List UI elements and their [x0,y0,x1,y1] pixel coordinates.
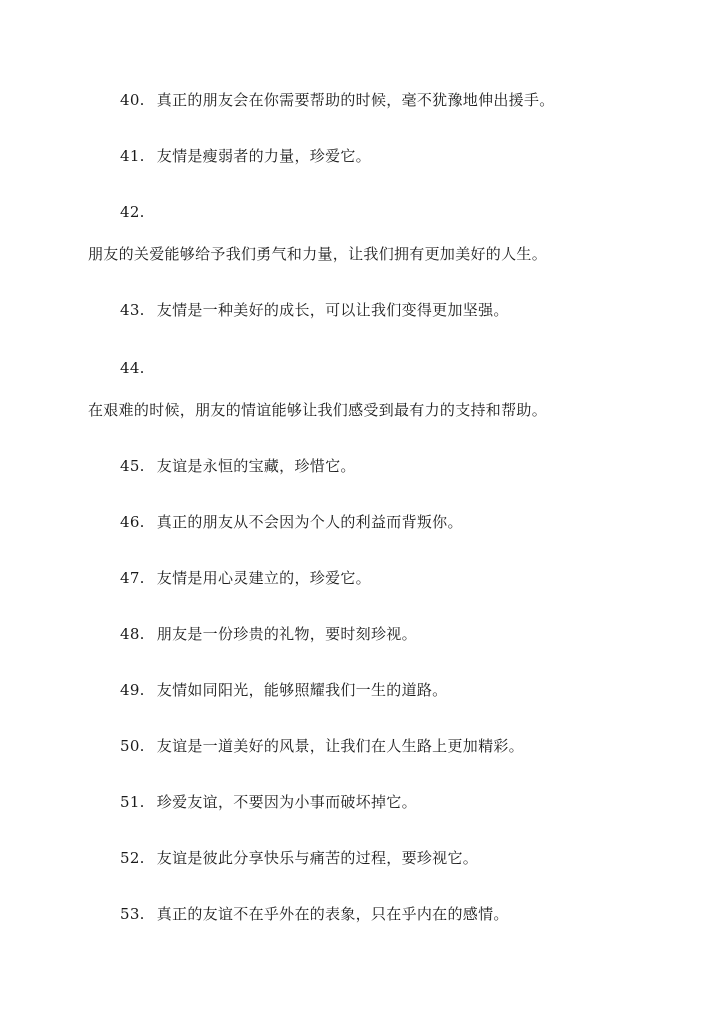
item-text-line [88,244,547,264]
item-text: 友谊是彼此分享快乐与痛苦的过程，要珍视它。 [156,849,479,867]
item-text: 真正的朋友从不会因为个人的利益而背叛你。 [156,513,463,531]
list-item [120,300,509,320]
item-number: 43. [120,301,145,319]
item-text: 友情如同阳光，能够照耀我们一生的道路。 [156,681,448,699]
item-number: 40. [120,91,145,109]
item-text: 朋友是一份珍贵的礼物，要时刻珍视。 [156,625,417,643]
list-item [120,146,371,166]
list-item [120,680,447,700]
item-text: 友谊是永恒的宝藏，珍惜它。 [156,457,356,475]
list-item [120,568,371,588]
item-number-line [120,202,145,222]
item-number: 46. [120,513,145,531]
item-number: 50. [120,737,145,755]
item-number-line [120,358,145,378]
item-text: 真正的友谊不在乎外在的表象，只在乎内在的感情。 [156,905,509,923]
item-number: 52. [120,849,145,867]
item-number: 48. [120,625,145,643]
list-item [120,512,463,532]
item-text: 友情是一种美好的成长，可以让我们变得更加坚强。 [156,301,509,319]
item-number: 53. [120,905,145,923]
list-item [120,904,509,924]
item-number: 44. [120,359,145,377]
list-item [120,624,417,644]
item-number: 41. [120,147,145,165]
item-text: 朋友的关爱能够给予我们勇气和力量，让我们拥有更加美好的人生。 [88,245,548,263]
list-item [120,456,356,476]
list-item [120,848,478,868]
item-number: 51. [120,793,145,811]
item-number: 49. [120,681,145,699]
list-item [120,736,524,756]
item-text: 友谊是一道美好的风景，让我们在人生路上更加精彩。 [156,737,524,755]
item-number: 45. [120,457,145,475]
item-number: 47. [120,569,145,587]
item-text: 友情是瘦弱者的力量，珍爱它。 [156,147,371,165]
item-number: 42. [120,203,145,221]
item-text: 珍爱友谊，不要因为小事而破坏掉它。 [156,793,417,811]
list-item [120,90,555,110]
item-text-line [88,400,547,420]
list-item [120,792,417,812]
item-text: 真正的朋友会在你需要帮助的时候，毫不犹豫地伸出援手。 [156,91,555,109]
item-text: 在艰难的时候，朋友的情谊能够让我们感受到最有力的支持和帮助。 [88,401,548,419]
item-text: 友情是用心灵建立的，珍爱它。 [156,569,371,587]
